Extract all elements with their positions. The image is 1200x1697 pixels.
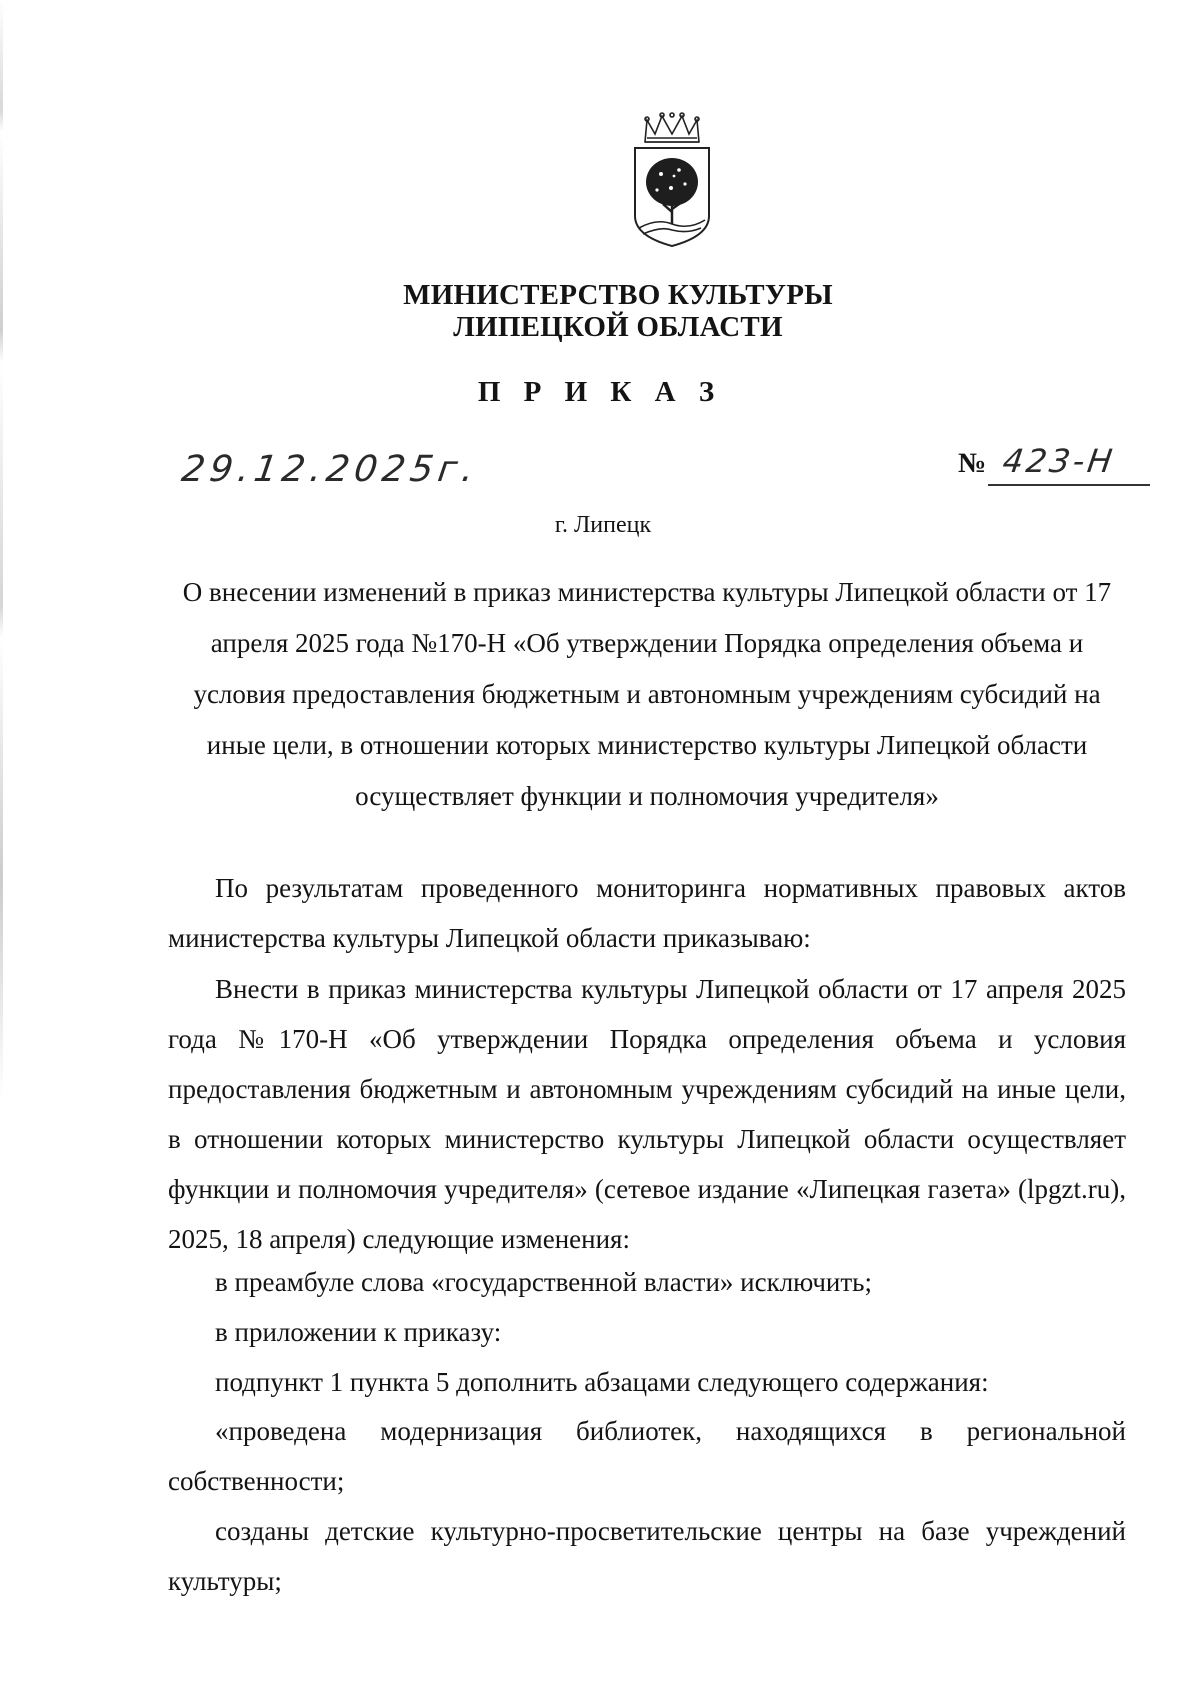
body-paragraph: в преамбуле слова «государственной власти» исключить; [215,1267,872,1297]
body-paragraph: созданы детские культурно-просветительские центры на базе учреждений культуры; [168,1516,1126,1596]
body-paragraph: подпункт 1 пункта 5 дополнить абзацами следующего содержания: [215,1367,989,1397]
document-type-title: П Р И К А З [477,376,723,408]
handwritten-date: 29.12.2025г. [179,449,482,490]
body-paragraph: Внести в приказ министерства культуры Липецкой области от 17 апреля 2025 года №170-Н «Об утверждении Порядка определения объема и условия предоставления бюджетным и автономным учреждениям субсидий на иные цели, в отношении которых министерство культуры Липецкой области осуществляет функции и полномочия учредителя» (сетевое издание «Липецкая газета» (lpgzt.ru), 2025, 18 апреля) следующие изменения: [168,974,1126,1254]
scan-edge-artifact [0,0,3,1100]
number-sign: № [958,448,987,479]
body-paragraph: в приложении к приказу: [215,1317,502,1347]
body-paragraph: По результатам проведенного мониторинга нормативных правовых актов министерства культуры Липецкой области приказываю: [168,873,1126,953]
order-subject: О внесении изменений в приказ министерства культуры Липецкой области от 17 апреля 2025 года №170-Н «Об утверждении Порядка определения объема и условия предоставления бюджетным и автономным учреждениям субсидий на иные цели, в отношении которых министерство культуры Липецкой области осуществляет функции и полномочия учредителя» [182,577,1112,811]
handwritten-order-number: 423-Н [1000,442,1118,480]
number-underline [988,484,1150,486]
coat-of-arms-emblem [627,112,717,252]
ministry-name-line2: ЛИПЕЦКОЙ ОБЛАСТИ [453,311,783,343]
city-label: г. Липецк [554,512,652,538]
ministry-name-line1: МИНИСТЕРСТВО КУЛЬТУРЫ [403,279,833,311]
body-paragraph: «проведена модернизация библиотек, находящихся в региональной собственности; [168,1416,1126,1496]
